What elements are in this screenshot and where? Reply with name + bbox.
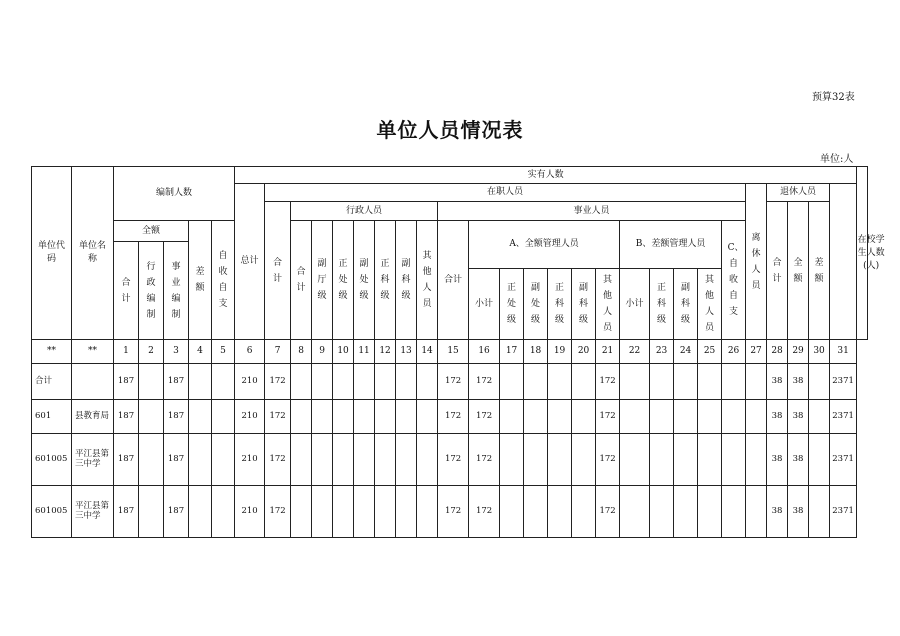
hdr-tuixiu: 退休人员 <box>767 184 830 202</box>
table-cell <box>396 434 417 486</box>
table-cell: 210 <box>235 400 265 434</box>
table-cell <box>500 400 524 434</box>
table-cell <box>417 434 438 486</box>
hdr-zongji: 总计 <box>235 184 265 340</box>
table-cell <box>291 434 312 486</box>
table-cell: 38 <box>767 434 788 486</box>
hdr-heji-xingzheng: 合计 <box>291 221 312 340</box>
table-cell: 172 <box>438 364 469 400</box>
table-cell: 172 <box>469 364 500 400</box>
hdr-fuke-a: 副科级 <box>572 269 596 340</box>
table-cell: 172 <box>438 400 469 434</box>
hdr-quane-tuixiu: 全额 <box>788 202 809 340</box>
table-cell <box>674 400 698 434</box>
table-cell <box>417 364 438 400</box>
table-cell <box>375 434 396 486</box>
index-cell: 20 <box>572 340 596 364</box>
table-cell: 172 <box>265 434 291 486</box>
table-cell <box>312 364 333 400</box>
table-cell <box>333 400 354 434</box>
table-cell: 38 <box>788 486 809 538</box>
hdr-zaixiao: 在校学生人数(人) <box>857 167 868 340</box>
table-cell <box>396 486 417 538</box>
table-cell <box>312 400 333 434</box>
table-cell: 172 <box>265 364 291 400</box>
table-cell: 172 <box>469 434 500 486</box>
table-cell <box>212 434 235 486</box>
hdr-xingzheng-bianzhi: 行政编制 <box>139 242 164 340</box>
cell-unit-code: 601005 <box>32 434 72 486</box>
hdr-qita-xingzheng: 其他人员 <box>417 221 438 340</box>
hdr-fuchu: 副处级 <box>354 221 375 340</box>
unit-label: 单位:人 <box>820 154 854 165</box>
table-cell <box>189 486 212 538</box>
hdr-zhengke-a: 正科级 <box>548 269 572 340</box>
table-cell: 38 <box>788 400 809 434</box>
table-cell: 172 <box>596 486 620 538</box>
table-cell: 38 <box>788 434 809 486</box>
table-cell: 38 <box>788 364 809 400</box>
hdr-zishou-zizhi: C、自收自支 <box>722 221 746 340</box>
hdr-unit-name: 单位名称 <box>72 167 114 340</box>
table-cell <box>746 434 767 486</box>
table-cell: 172 <box>265 400 291 434</box>
table-cell <box>354 486 375 538</box>
table-cell: 172 <box>596 364 620 400</box>
table-cell <box>375 486 396 538</box>
table-cell <box>698 364 722 400</box>
table-cell: 172 <box>265 486 291 538</box>
table-cell <box>746 400 767 434</box>
index-cell: 11 <box>354 340 375 364</box>
table-cell <box>212 400 235 434</box>
hdr-heji-tuixiu: 合计 <box>767 202 788 340</box>
table-cell <box>572 400 596 434</box>
table-cell: 2371 <box>830 400 857 434</box>
hdr-zhengchu: 正处级 <box>333 221 354 340</box>
index-cell: 12 <box>375 340 396 364</box>
table-cell: 38 <box>767 364 788 400</box>
hdr-qita-b: 其他人员 <box>698 269 722 340</box>
table-cell <box>809 434 830 486</box>
table-cell <box>620 486 650 538</box>
table-cell <box>722 434 746 486</box>
hdr-zaizhi: 在职人员 <box>265 184 746 202</box>
table-cell <box>417 400 438 434</box>
table-cell <box>572 486 596 538</box>
table-cell: 38 <box>767 400 788 434</box>
index-cell: 29 <box>788 340 809 364</box>
hdr-qita-a: 其他人员 <box>596 269 620 340</box>
hdr-zhengke: 正科级 <box>375 221 396 340</box>
table-cell <box>524 486 548 538</box>
index-cell: 23 <box>650 340 674 364</box>
table-cell <box>500 364 524 400</box>
index-cell: ** <box>72 340 114 364</box>
table-cell <box>524 400 548 434</box>
index-cell: 19 <box>548 340 572 364</box>
hdr-futing: 副厅级 <box>312 221 333 340</box>
index-cell: 14 <box>417 340 438 364</box>
table-cell <box>189 434 212 486</box>
table-cell: 172 <box>438 434 469 486</box>
table-cell: 172 <box>469 486 500 538</box>
table-cell <box>291 400 312 434</box>
table-cell <box>698 400 722 434</box>
hdr-xiaoji-a: 小计 <box>469 269 500 340</box>
hdr-zhengchu-a: 正处级 <box>500 269 524 340</box>
table-cell <box>746 486 767 538</box>
index-cell: 24 <box>674 340 698 364</box>
table-cell <box>674 364 698 400</box>
hdr-quane: 全额 <box>114 221 189 242</box>
table-cell <box>139 400 164 434</box>
table-cell <box>417 486 438 538</box>
index-cell: 26 <box>722 340 746 364</box>
index-cell: 7 <box>265 340 291 364</box>
table-cell <box>650 400 674 434</box>
table-cell <box>809 364 830 400</box>
table-cell <box>620 400 650 434</box>
table-row <box>32 486 868 538</box>
table-cell <box>354 400 375 434</box>
table-cell <box>333 486 354 538</box>
index-cell: 13 <box>396 340 417 364</box>
hdr-fuke-b: 副科级 <box>674 269 698 340</box>
table-cell: 210 <box>235 364 265 400</box>
hdr-shiye-bianzhi: 事业编制 <box>164 242 189 340</box>
hdr-chae-tuixiu: 差额 <box>809 202 830 340</box>
hdr-bianzhi: 编制人数 <box>114 167 235 221</box>
index-row <box>32 340 868 364</box>
index-cell: 9 <box>312 340 333 364</box>
hdr-fuchu-a: 副处级 <box>524 269 548 340</box>
table-cell: 187 <box>164 486 189 538</box>
table-cell <box>746 364 767 400</box>
table-cell <box>375 400 396 434</box>
table-cell <box>333 434 354 486</box>
table-cell <box>650 434 674 486</box>
table-cell <box>212 486 235 538</box>
table-cell <box>291 486 312 538</box>
table-cell <box>396 400 417 434</box>
table-cell <box>620 364 650 400</box>
table-cell <box>548 400 572 434</box>
table-cell: 187 <box>164 400 189 434</box>
index-cell: 31 <box>830 340 857 364</box>
page-title: 单位人员情况表 <box>376 118 524 142</box>
table-cell <box>139 486 164 538</box>
index-cell: 17 <box>500 340 524 364</box>
table-cell: 172 <box>596 434 620 486</box>
table-cell <box>354 364 375 400</box>
table-cell: 187 <box>114 364 139 400</box>
hdr-xiaoji-b: 小计 <box>620 269 650 340</box>
index-cell: 1 <box>114 340 139 364</box>
hdr-lixiu: 离休人员 <box>746 184 767 340</box>
table-cell <box>396 364 417 400</box>
cell-unit-name: 县教育局 <box>72 400 114 434</box>
index-cell: 22 <box>620 340 650 364</box>
index-cell: 4 <box>189 340 212 364</box>
hdr-zishou: 自收自支 <box>212 221 235 340</box>
table-cell: 2371 <box>830 364 857 400</box>
table-cell <box>722 400 746 434</box>
cell-unit-name <box>72 364 114 400</box>
cell-unit-name: 平江县第三中学 <box>72 434 114 486</box>
hdr-heji-bianzhi: 合计 <box>114 242 139 340</box>
index-cell: 25 <box>698 340 722 364</box>
table-cell: 187 <box>114 400 139 434</box>
hdr-unit-code: 单位代码 <box>32 167 72 340</box>
table-cell <box>139 364 164 400</box>
table-cell <box>698 434 722 486</box>
table-cell <box>500 486 524 538</box>
index-cell: 16 <box>469 340 500 364</box>
table-cell: 210 <box>235 434 265 486</box>
hdr-fuke: 副科级 <box>396 221 417 340</box>
hdr-quane-guanli: A、全额管理人员 <box>469 221 620 269</box>
personnel-table <box>31 166 885 538</box>
table-cell <box>650 486 674 538</box>
cell-unit-name: 平江县第三中学 <box>72 486 114 538</box>
table-cell <box>572 434 596 486</box>
table-cell <box>189 400 212 434</box>
table-cell <box>674 486 698 538</box>
index-cell: 3 <box>164 340 189 364</box>
hdr-chae: 差额 <box>189 221 212 340</box>
table-cell <box>620 434 650 486</box>
index-cell: 2 <box>139 340 164 364</box>
hdr-shiye-renyuan: 事业人员 <box>438 202 746 221</box>
table-cell <box>189 364 212 400</box>
table-cell <box>722 486 746 538</box>
table-cell <box>312 486 333 538</box>
table-cell <box>212 364 235 400</box>
index-cell: 28 <box>767 340 788 364</box>
cell-unit-code: 合计 <box>32 364 72 400</box>
table-row <box>32 400 868 434</box>
table-cell <box>500 434 524 486</box>
table-cell: 187 <box>164 364 189 400</box>
table-cell: 38 <box>767 486 788 538</box>
cell-unit-code: 601 <box>32 400 72 434</box>
index-cell: 5 <box>212 340 235 364</box>
table-cell <box>548 434 572 486</box>
table-cell: 187 <box>114 486 139 538</box>
table-cell: 187 <box>164 434 189 486</box>
table-cell <box>524 434 548 486</box>
cell-unit-code: 601005 <box>32 486 72 538</box>
hdr-shiyou: 实有人数 <box>235 167 857 184</box>
table-cell <box>548 486 572 538</box>
hdr-xingzheng-renyuan: 行政人员 <box>291 202 438 221</box>
table-cell <box>674 434 698 486</box>
table-cell <box>312 434 333 486</box>
table-cell <box>291 364 312 400</box>
index-cell: 10 <box>333 340 354 364</box>
index-cell: ** <box>32 340 72 364</box>
hdr-chae-guanli: B、差额管理人员 <box>620 221 722 269</box>
table-cell <box>572 364 596 400</box>
table-cell <box>354 434 375 486</box>
index-cell: 30 <box>809 340 830 364</box>
index-cell: 8 <box>291 340 312 364</box>
table-cell: 210 <box>235 486 265 538</box>
table-cell: 172 <box>438 486 469 538</box>
table-cell <box>809 400 830 434</box>
index-cell: 21 <box>596 340 620 364</box>
table-cell <box>698 486 722 538</box>
table-cell <box>139 434 164 486</box>
index-cell: 27 <box>746 340 767 364</box>
index-cell: 18 <box>524 340 548 364</box>
index-cell: 6 <box>235 340 265 364</box>
hdr-zhengke-b: 正科级 <box>650 269 674 340</box>
table-cell: 187 <box>114 434 139 486</box>
index-cell: 15 <box>438 340 469 364</box>
hdr-heji-shiye: 合计 <box>438 221 469 340</box>
table-cell: 172 <box>469 400 500 434</box>
table-cell <box>548 364 572 400</box>
table-cell <box>650 364 674 400</box>
hdr-heji-zaizhi: 合计 <box>265 202 291 340</box>
table-cell <box>375 364 396 400</box>
table-cell: 172 <box>596 400 620 434</box>
table-cell <box>809 486 830 538</box>
table-cell <box>722 364 746 400</box>
form-code: 预算32表 <box>812 92 855 103</box>
table-cell: 2371 <box>830 486 857 538</box>
table-cell: 2371 <box>830 434 857 486</box>
table-cell <box>524 364 548 400</box>
table-row <box>32 364 868 400</box>
table-row <box>32 434 868 486</box>
table-cell <box>333 364 354 400</box>
